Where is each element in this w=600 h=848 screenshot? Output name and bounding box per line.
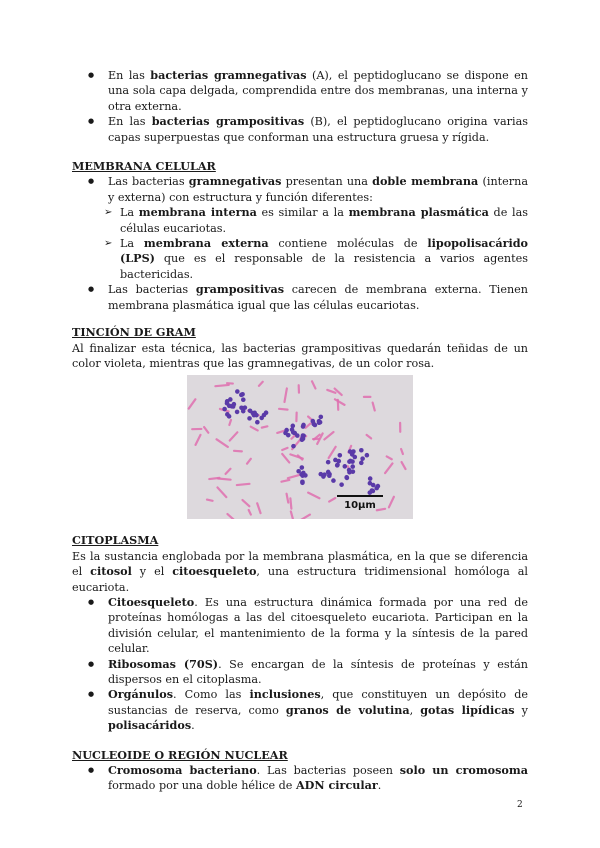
- gram-positive-coccus: [300, 480, 305, 485]
- gram-negative-rod: [290, 499, 291, 509]
- gram-positive-coccus: [359, 461, 364, 466]
- gram-positive-coccus: [248, 409, 253, 414]
- gram-positive-coccus: [311, 422, 316, 427]
- gram-positive-coccus: [359, 448, 364, 453]
- gram-positive-coccus: [300, 466, 305, 471]
- gram-negative-rod: [207, 500, 213, 501]
- nucleoide-list: [72, 763, 528, 794]
- gram-positive-coccus: [333, 458, 338, 463]
- gram-positive-coccus: [252, 411, 257, 416]
- list-item: ➢ La membrana interna es similar a la membrana plasmática de las células eucariotas.: [104, 205, 528, 235]
- gram-positive-coccus: [368, 477, 373, 482]
- gram-negative-rod: [377, 509, 385, 510]
- gram-positive-coccus: [335, 463, 340, 468]
- gram-negative-rod: [229, 420, 231, 425]
- citoplasma-list: [72, 595, 528, 734]
- gram-positive-coccus: [301, 437, 306, 442]
- gram-positive-coccus: [227, 404, 232, 409]
- gram-stain-micrograph: [187, 375, 413, 519]
- page-number: 2: [517, 800, 523, 810]
- gram-positive-coccus: [247, 416, 252, 421]
- gram-positive-coccus: [264, 411, 269, 416]
- gram-positive-coccus: [360, 457, 365, 462]
- gram-positive-coccus: [350, 465, 355, 470]
- gram-positive-coccus: [343, 464, 348, 469]
- section-title-nucleoide: NUCLEOIDE O REGIÓN NUCLEAR: [72, 747, 288, 762]
- membrana-list: [72, 174, 528, 313]
- intro-list: [72, 68, 528, 145]
- list-item: ● Ribosomas (70S). Se encargan de la síntesis de proteínas y están dispersos en el citoplasma.: [72, 657, 528, 688]
- scale-label: 10µm: [344, 500, 376, 512]
- citoplasma-intro: Es la sustancia englobada por la membrana plasmática, en la que se diferencia el citosol y el citoesqueleto, una estructura tridimensional homóloga al eucariota.: [72, 549, 528, 594]
- list-item: ● Orgánulos. Como las inclusiones, que constituyen un depósito de sustancias de reserva, como granos de volutina, gotas lipídicas y polisacáridos.: [72, 687, 528, 733]
- gram-positive-coccus: [227, 414, 232, 419]
- section-title-citoplasma: CITOPLASMA: [72, 533, 159, 548]
- gram-positive-coccus: [326, 460, 331, 465]
- gram-negative-rod: [215, 385, 228, 386]
- gram-negative-rod: [237, 484, 250, 485]
- gram-positive-coccus: [331, 479, 336, 484]
- list-item: ➢ La membrana externa contiene moléculas de lipopolisacárido (LPS) que es el responsable de la resistencia a varios agentes bactericidas.: [104, 236, 528, 281]
- section-title-tincion: TINCIÓN DE GRAM: [72, 325, 196, 340]
- gram-positive-coccus: [239, 393, 244, 398]
- gram-positive-coccus: [338, 453, 343, 458]
- arrow-icon: ➢: [104, 238, 113, 250]
- gram-positive-coccus: [368, 481, 373, 486]
- gram-positive-coccus: [303, 473, 308, 478]
- gram-positive-coccus: [351, 450, 356, 455]
- gram-positive-coccus: [327, 474, 332, 479]
- list-item: ● En las bacterias gramnegativas (A), el peptidoglucano se dispone en una sola capa delgada, comprendida entre dos membranas, una interna y otra externa.: [72, 68, 528, 114]
- gram-positive-coccus: [321, 475, 326, 480]
- gram-positive-coccus: [235, 410, 240, 415]
- list-item: ● Las bacterias grampositivas carecen de membrana externa. Tienen membrana plasmática igual que las células eucariotas.: [72, 282, 528, 313]
- gram-positive-coccus: [255, 420, 260, 425]
- gram-positive-coccus: [370, 489, 375, 494]
- gram-positive-coccus: [243, 406, 248, 411]
- gram-positive-coccus: [339, 483, 344, 488]
- gram-positive-coccus: [241, 398, 246, 403]
- gram-positive-coccus: [291, 444, 296, 449]
- page-content: [72, 68, 528, 794]
- list-item: ● Las bacterias gramnegativas presentan una doble membrana (interna y externa) con estructura y función diferentes: ➢ La membrana interna es similar a la membrana plasmática de las células eucariotas. ➢ La membrana externa contiene moléculas de lipopolisacárido (LPS) que es el responsable de la resistencia a varios agentes bactericidas.: [72, 174, 528, 282]
- section-title-membrana: MEMBRANA CELULAR: [72, 159, 216, 174]
- arrow-icon: ➢: [104, 207, 113, 219]
- gram-positive-coccus: [319, 415, 324, 420]
- gram-positive-coccus: [344, 475, 349, 480]
- list-item: ● Cromosoma bacteriano. Las bacterias poseen solo un cromosoma formado por una doble hélice de ADN circular.: [72, 763, 528, 794]
- gram-positive-coccus: [376, 484, 381, 489]
- gram-positive-coccus: [351, 470, 356, 475]
- gram-negative-rod: [209, 478, 219, 479]
- gram-positive-coccus: [365, 453, 370, 458]
- gram-positive-coccus: [259, 416, 264, 421]
- list-item: ● Citoesqueleto. Es una estructura dinámica formada por una red de proteínas homólogas a las del citoesqueleto eucariota. Participan en la división celular, el mantenimiento de la forma y la síntesis de la pared celular.: [72, 595, 528, 657]
- gram-negative-rod: [262, 427, 268, 428]
- gram-positive-coccus: [290, 424, 295, 429]
- gram-positive-coccus: [222, 407, 227, 412]
- micrograph-image: [187, 375, 413, 519]
- gram-negative-rod: [234, 451, 242, 452]
- tincion-text: Al finalizar esta técnica, las bacterias grampositivas quedarán teñidas de un color violeta, mientras que las gramnegativas, de un color rosa.: [72, 341, 528, 370]
- gram-negative-rod: [279, 409, 287, 410]
- gram-positive-coccus: [228, 397, 233, 402]
- gram-positive-coccus: [291, 430, 296, 435]
- membrana-sublist: [84, 205, 528, 282]
- gram-positive-coccus: [318, 420, 323, 425]
- gram-positive-coccus: [301, 425, 306, 430]
- list-item: ● En las bacterias grampositivas (B), el peptidoglucano origina varias capas superpuestas que conforman una estructura gruesa y rígida.: [72, 114, 528, 145]
- gram-positive-coccus: [283, 431, 288, 436]
- gram-positive-coccus: [235, 390, 240, 395]
- gram-positive-coccus: [350, 460, 355, 465]
